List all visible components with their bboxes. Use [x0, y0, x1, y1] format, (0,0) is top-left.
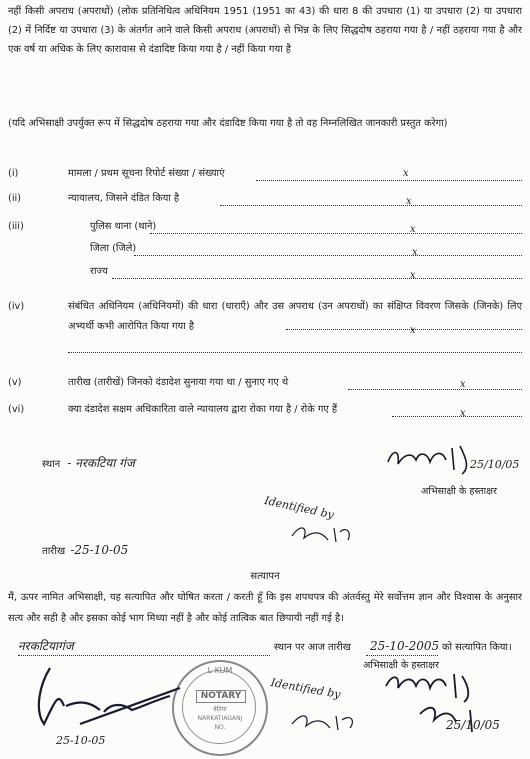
- notary-signature: [20, 660, 190, 740]
- date-value: -25-10-05: [70, 543, 129, 557]
- identified-by-note-bottom: Identified by: [269, 676, 342, 702]
- verification-body: मैं, ऊपर नामित अभिसाक्षी, यह सत्यापित और घोषित करता / करती हूँ कि इस शपथपत्र की अंतर्वस्तु मेरे सर्वोत्तम ज्ञान और विश्वास के अनुसार सत्य और सही है और इसका कोई भाग मिथ्या नहीं है और कोई तात्विक बात छिपायी नहीं गई है।: [8, 592, 522, 624]
- fill-line: [150, 233, 522, 234]
- date-label: तारीख: [42, 546, 66, 557]
- item-sentence-date: [8, 377, 522, 393]
- verification-closing: को सत्यापित किया।: [442, 642, 512, 653]
- fill-line: [18, 655, 270, 656]
- place-label: स्थान: [42, 459, 61, 470]
- item-number: (ii): [8, 193, 22, 204]
- item-label: तारीख (तारीखें) जिनको दंडादेश सुनाया गया था / सुनाए गए थे: [68, 377, 289, 388]
- fill-line: [112, 278, 522, 279]
- fill-line: [134, 255, 522, 256]
- cross-mark: x: [460, 408, 466, 419]
- verification-heading: सत्यापन: [250, 571, 280, 582]
- item-state: [8, 266, 522, 282]
- item-number: (vi): [8, 404, 25, 415]
- notary-stamp-name: L KUM: [207, 666, 233, 675]
- notary-signature-date: 25-10-05: [56, 734, 106, 747]
- cross-mark: x: [410, 270, 416, 281]
- item-label: क्या दंडादेश सक्षम अधिकारिता वाले न्यायालय द्वारा रोका गया है / रोके गए हैं: [68, 404, 338, 415]
- item-label: जिला (जिले): [90, 243, 137, 254]
- item-police-station: [8, 221, 522, 237]
- deponent-signature-label: अभिसाक्षी के हस्ताक्षर: [421, 486, 497, 497]
- place-value: - नरकटिया गंज: [67, 456, 135, 470]
- advocate-signature-bottom: [290, 708, 370, 738]
- intro-paragraph: नहीं किसी अपराध (अपराधों) (लोक प्रतिनिधित्व अधिनियम 1951 (1951 का 43) की धारा 8 की उपधारा (1) या उपधारा (2) या उपधारा (2) में निर्दिष्ट या उपधारा (3) के अंतर्गत आने वाले किसी अपराध (अपराधों) से भिन्न के लिए सिद्धदोष ठहराया गया है / नहीं ठहराया गया है और एक वर्ष या अधिक के लिए कारावास से दंडादिष्ट किया गया है / नहीं किया गया है: [8, 6, 522, 55]
- fill-line: [256, 180, 522, 181]
- fill-line: [286, 329, 522, 330]
- item-label: राज्य: [90, 266, 108, 277]
- condition-paragraph: (यदि अभिसाक्षी उपर्युक्त रूप में सिद्धदोष ठहराया गया और दंडादिष्ट किया गया है तो वह निम्नलिखित जानकारी प्रस्तुत करेगा): [8, 118, 448, 129]
- verification-date-value: 25-10-2005: [370, 639, 440, 653]
- fill-line: [220, 205, 522, 206]
- identified-by-note: Identified by: [263, 494, 336, 522]
- notary-stamp-title: NOTARY: [196, 690, 246, 703]
- verification-deponent-label: अभिसाक्षी के हस्ताक्षर: [363, 660, 439, 671]
- date-row: [42, 543, 128, 559]
- item-sentence-stayed: [8, 404, 522, 420]
- fill-line: [392, 416, 522, 417]
- item-act-sections: [8, 297, 522, 357]
- fill-line: [68, 352, 522, 353]
- cross-mark: x: [403, 168, 409, 179]
- cross-mark: x: [410, 325, 416, 336]
- notary-stamp-line: NARKATIAGANJ: [197, 715, 243, 722]
- verification-place-label: स्थान पर आज तारीख: [274, 642, 351, 653]
- item-number: (iii): [8, 221, 24, 232]
- fill-line: [348, 389, 522, 390]
- item-district: [8, 243, 522, 259]
- notary-stamp-line: NO.: [214, 724, 226, 731]
- deponent-signature-date-top: 25/10/05: [470, 458, 520, 471]
- cross-mark: x: [406, 196, 412, 207]
- place-row: [42, 456, 135, 472]
- item-number: (iv): [8, 301, 25, 312]
- item-number: (v): [8, 377, 22, 388]
- item-label: पुलिस थाना (थाने): [90, 221, 157, 232]
- cross-mark: x: [412, 247, 418, 258]
- verification-place-value: नरकटियागंज: [18, 639, 74, 653]
- item-court: [8, 193, 522, 209]
- item-label: मामला / प्रथम सूचना रिपोर्ट संख्या / संख्याएं: [68, 168, 225, 179]
- verification-place-date-row: [18, 639, 522, 660]
- cross-mark: x: [460, 379, 466, 390]
- deponent-signature-date-bottom: 25/10/05: [446, 718, 500, 732]
- fill-line: [366, 655, 438, 656]
- notary-stamp-line: बेतिया: [213, 706, 227, 713]
- advocate-signature-mid: [290, 522, 360, 546]
- item-label: न्यायालय, जिसने दंडित किया है: [68, 193, 180, 204]
- item-number: (i): [8, 168, 19, 179]
- item-case-number: [8, 168, 522, 184]
- item-label: संबंधित अधिनियम (अधिनियमों) की धारा (धाराएँ) और उस अपराध (उन अपराधों) का संक्षिप्त विवरण जिसके (जिनके) लिए अभ्यर्थी कभी आरोपित किया गया है: [68, 301, 522, 332]
- cross-mark: x: [410, 224, 416, 235]
